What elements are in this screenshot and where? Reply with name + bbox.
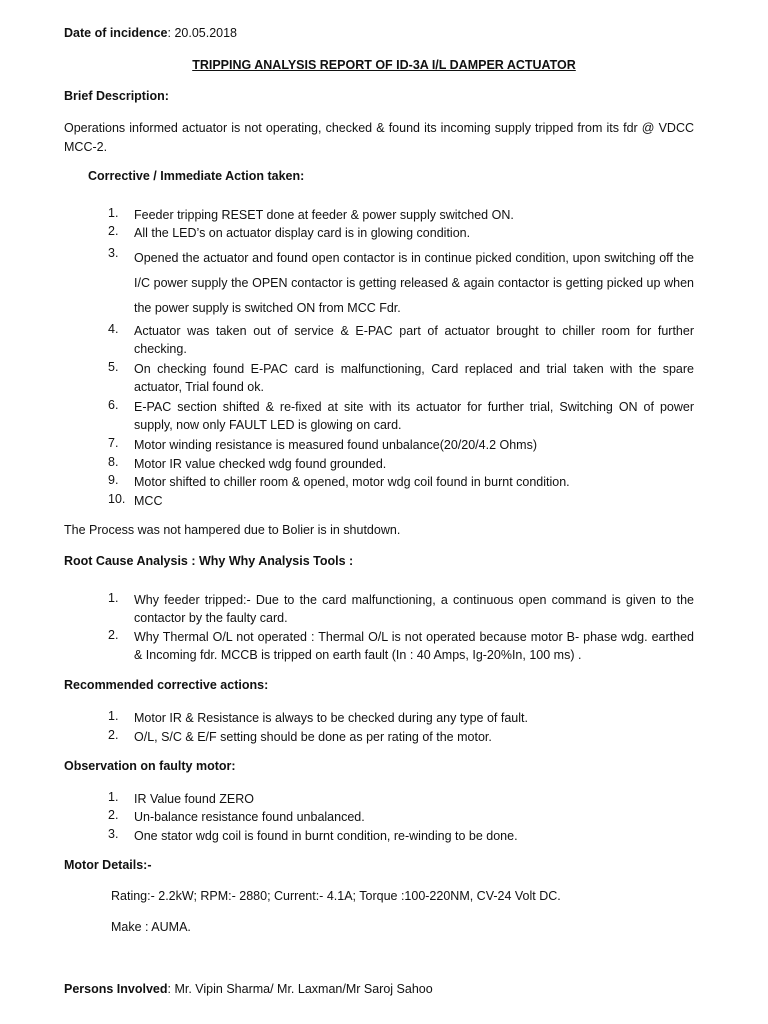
motor-make: Make : AUMA. — [111, 920, 191, 934]
persons-value: : Mr. Vipin Sharma/ Mr. Laxman/Mr Saroj Sahoo — [167, 982, 433, 996]
corrective-heading: Corrective / Immediate Action taken: — [88, 169, 305, 183]
brief-text: Operations informed actuator is not operating, checked & found its incoming supply tripped from its fdr @ VDCC MCC-2. — [64, 121, 694, 154]
persons-label: Persons Involved — [64, 982, 168, 996]
rca-heading: Root Cause Analysis : Why Why Analysis Tools : — [64, 554, 354, 568]
report-title: TRIPPING ANALYSIS REPORT OF ID-3A I/L DAMPER ACTUATOR — [192, 58, 576, 72]
report-page: Date of incidence: 20.05.2018 TRIPPING ANALYSIS REPORT OF ID-3A I/L DAMPER ACTUATOR Brief Description: Operations informed actuator is not operating, checked & found its incoming supply tripped from its fdr @ VDCC MCC-2. Corrective / Immediate Action taken: 1. Feeder tripping RESET done at feeder & power supply switched ON. 2. All the LED’s on actuator display card is in glowing condition. 3. Opened the actuator and found open contactor is in continue picked condition, upon switching off the I/C power supply the OPEN contactor is getting released & again contactor is getting picked up when the power supply is switched ON from MCC Fdr. 4. Actuator was taken out of service & E-PAC part of actuator brought to chiller room for further checking. 5. On checking found E-PAC card is malfunctioning, Card replaced and trial taken with the spare actuator, Trial found ok. 6. E-PAC section shifted & re-fixed at site with its actuator for further trial, Switching ON of power supply, now only FAULT LED is glowing on card. 7. Motor winding resistance is measured found unbalance(20/20/4.2 Ohms) 8. Motor IR value checked wdg found grounded. 9. Motor shifted to chiller room & opened, motor wdg coil found in burnt condition. 10. MCC The Process was not hampered due to Bolier is in shutdown. Root Cause Analysis : Why Why Analysis Tools : 1. Why feeder tripped:- Due to the card malfunctioning, a continuous open command is given to the contactor by the faulty card. 2. Why Thermal O/L not operated : Thermal O/L is not operated because motor B- phase wdg. earthed & Incoming fdr. MCCB is tripped on earth fault (In : 40 Amps, Ig-20%In, 100 ms) . Recommended corrective actions: 1. Motor IR & Resistance is always to be checked during any type of fault. 2. O/L, S/C & E/F setting should be done as per rating of the motor. Observation on faulty motor: 1. IR Value found ZERO 2. Un-balance resistance found unbalanced. 3. One stator wdg coil is found in burnt condition, re-winding to be done. Motor Details:- Rating:- 2.2kW; RPM:- 2880; Current:- 4.1A; Torque :100-220NM, CV-24 Volt DC. Make : AUMA. Persons Involved: Mr. Vipin Sharma/ Mr. Laxman/Mr Saroj Sahoo — [0, 0, 768, 1024]
date-of-incidence — [64, 26, 237, 40]
motor-rating: Rating:- 2.2kW; RPM:- 2880; Current:- 4.1A; Torque :100-220NM, CV-24 Volt DC. — [111, 889, 561, 903]
persons-involved — [64, 982, 433, 996]
observation-heading: Observation on faulty motor: — [64, 759, 236, 773]
recommended-heading: Recommended corrective actions: — [64, 678, 269, 692]
brief-heading: Brief Description: — [64, 89, 169, 103]
process-note: The Process was not hampered due to Bolier is in shutdown. — [64, 523, 401, 537]
date-label: Date of incidence — [64, 26, 168, 40]
date-value: : 20.05.2018 — [167, 26, 238, 40]
motor-heading: Motor Details:- — [64, 858, 152, 872]
